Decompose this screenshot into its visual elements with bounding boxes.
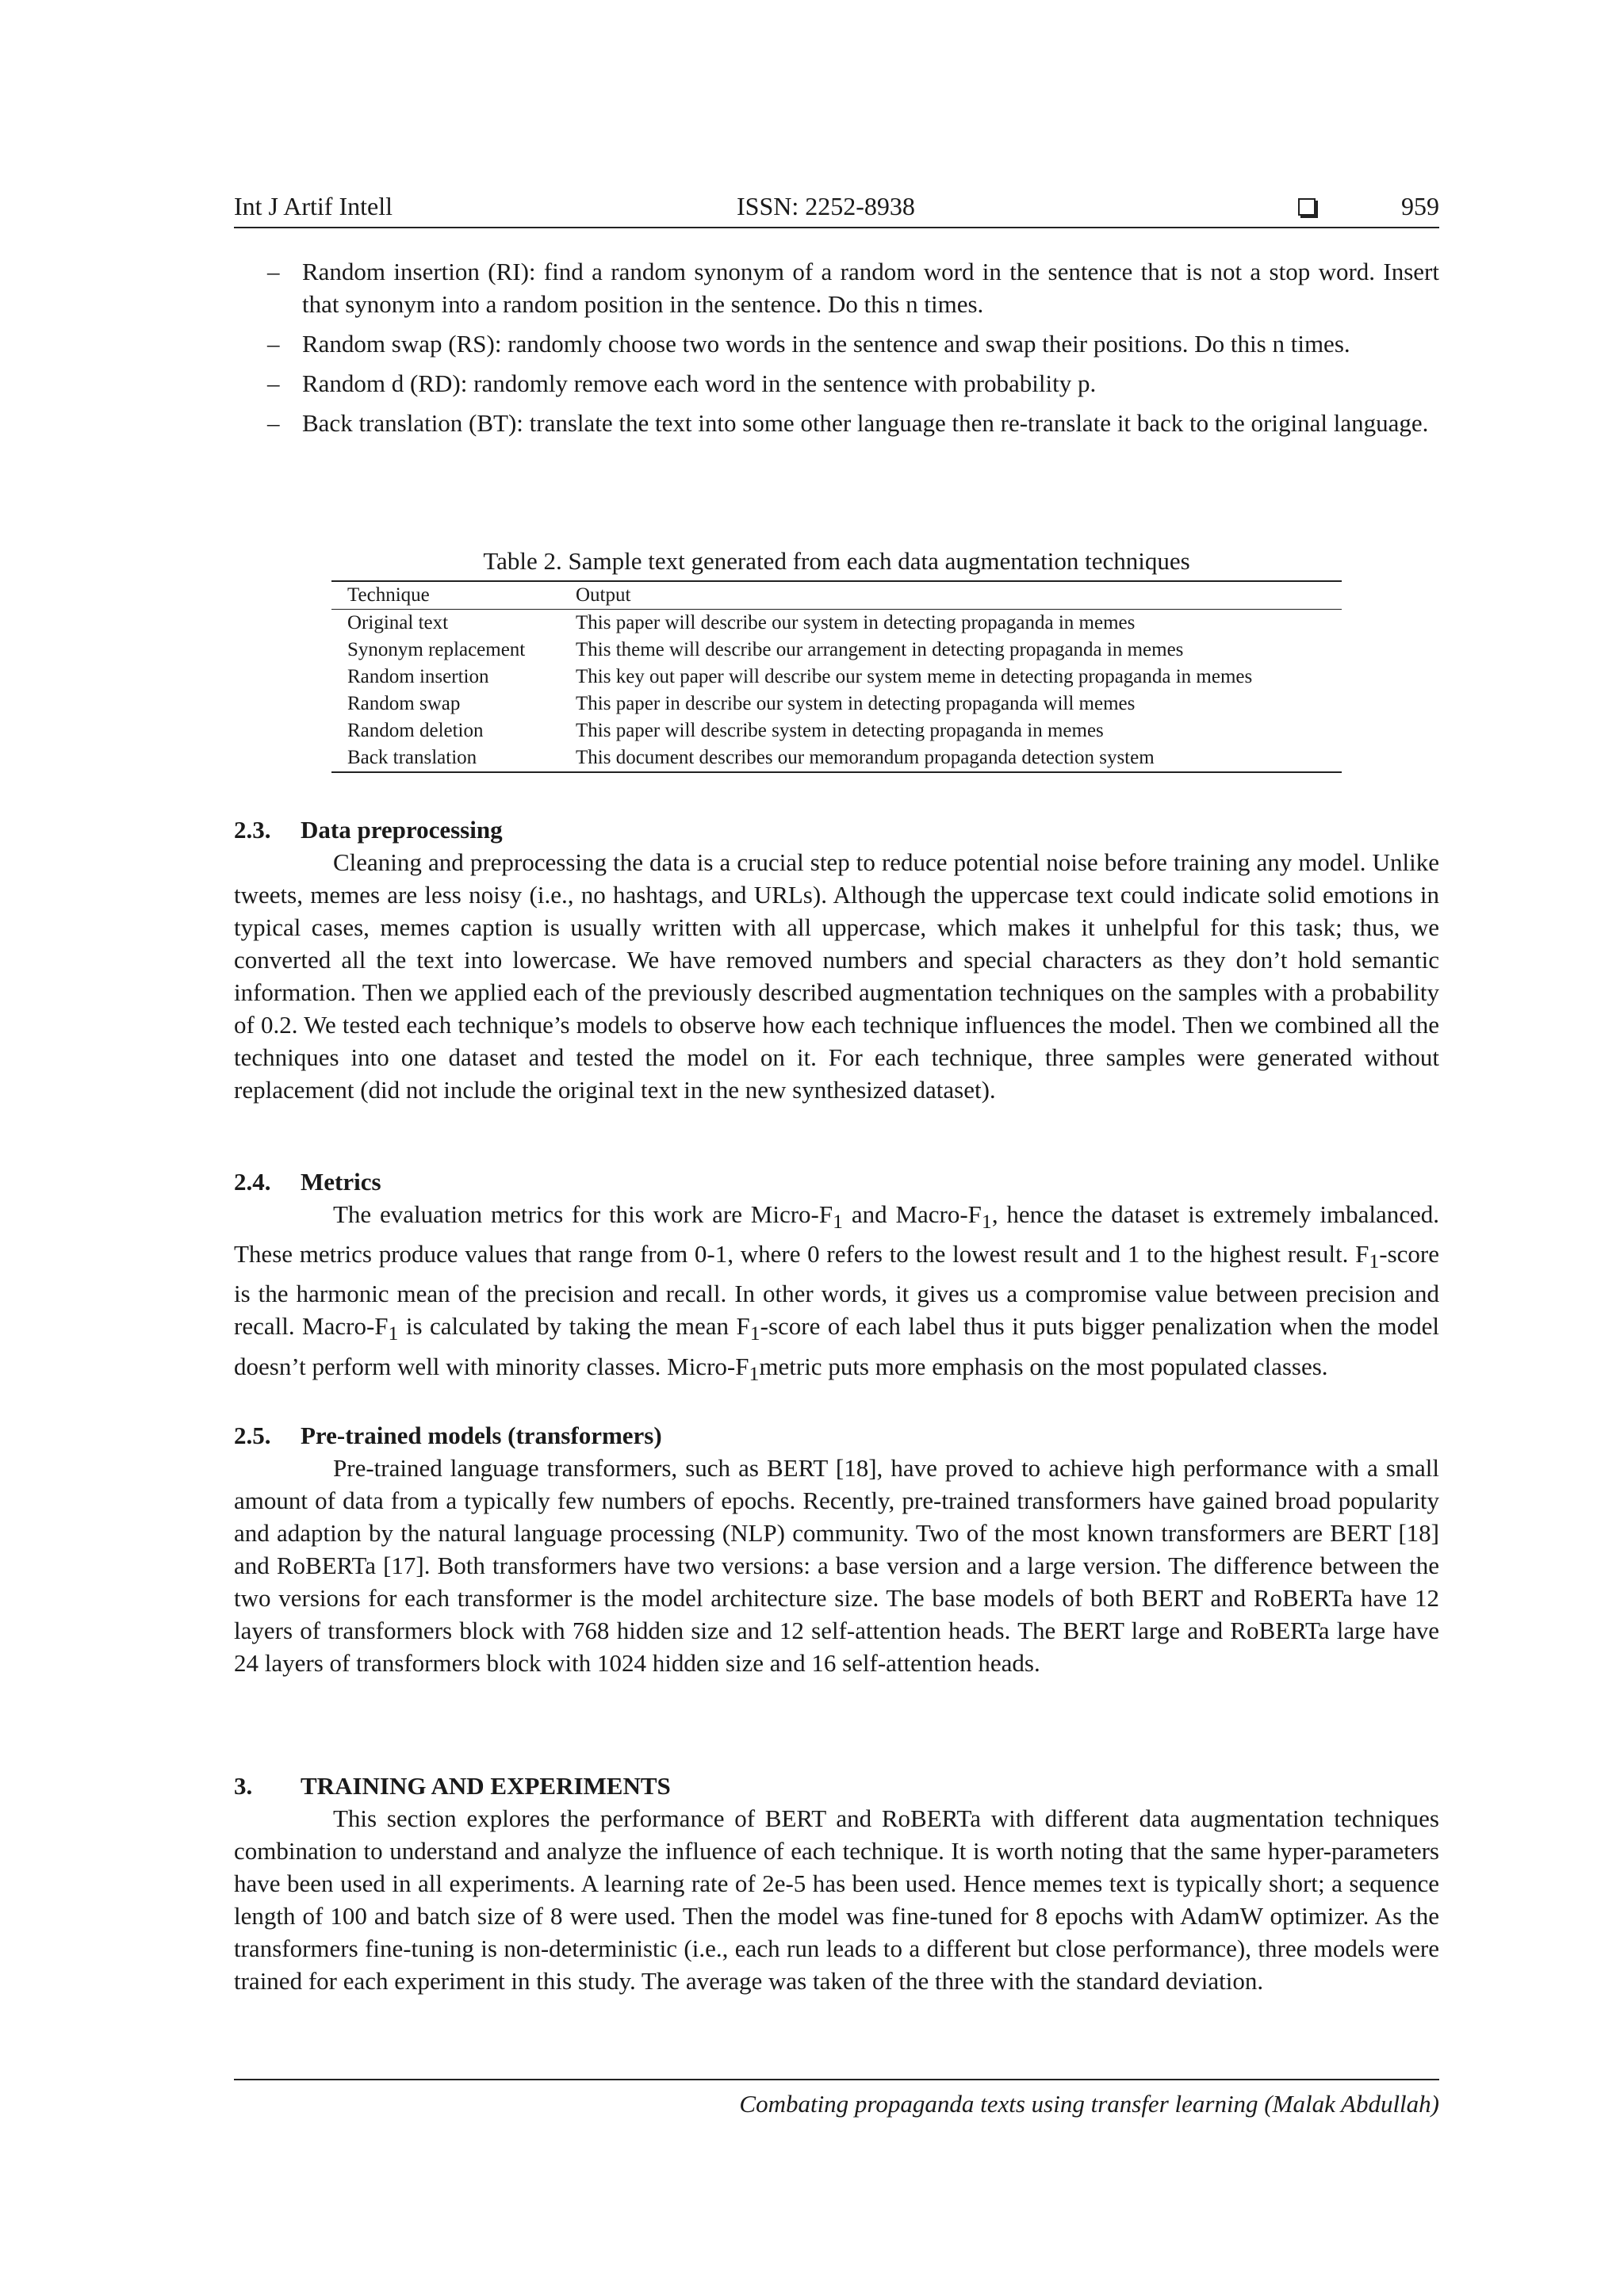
paragraph: Pre-trained language transformers, such as BERT [18], have proved to achieve high performance with a small amount of data from a typically few numbers of epochs. Recently, pre-trained transformers have gained broad popularity and adaption by the natural language processing (NLP) community. Two of the most known transformers are BERT [18] and RoBERTa [17]. Both transformers have two versions: a base version and a large version. The difference between the two versions for each transformer is the model architecture size. The base models of both BERT and RoBERTa have 12 layers of transformers block with 768 hidden size and 12 self-attention heads. The BERT large and RoBERTa large have 24 layers of transformers block with 1024 hidden size and 16 self-attention heads. <box>234 1454 1439 1677</box>
section-data-preprocessing <box>234 813 1439 1106</box>
paragraph: The evaluation metrics for this work are Micro-$F_1$ and Macro-$F_1$, hence the dataset is extremely imbalanced. These metrics produce values that range from 0-1, where 0 refers to the lowest result and 1 to the highest result. $F_1$-score is the harmonic mean of the precision and recall. In other words, it gives us a compromise value between precision and recall. Macro-$F_1$ is calculated by taking the mean $F_1$-score of each label thus it puts bigger penalization when the model doesn’t perform well with minority classes. Micro-$F_1metric$ puts more emphasis on the most populated classes. <box>234 1200 1440 1385</box>
dash-icon: – <box>267 330 280 358</box>
column-header: Technique <box>347 584 430 606</box>
page-number: 959 <box>1401 192 1439 220</box>
table-row: Back translation This document describes our memorandum propaganda detection system <box>331 744 1342 772</box>
table-header-row <box>331 581 1342 610</box>
paragraph: This section explores the performance of BERT and RoBERTa with different data augmentation techniques combination to understand and analyze the influence of each technique. It is worth noting that the same hyper-parameters have been used in all experiments. A learning rate of 2e-5 has been used. Hence memes text is typically short; a sequence length of 100 and batch size of 8 were used. Then the model was fine-tuned for 8 epochs with AdamW optimizer. As the transformers fine-tuning is non-deterministic (i.e., each run leads to a different but close performance), three models were trained for each experiment in this study. The average was taken of the three with the standard deviation. <box>234 1804 1439 1995</box>
list-item: – Random d (RD): randomly remove each word in the sentence with probability p. <box>234 367 1439 400</box>
running-footer: Combating propaganda texts using transfer learning (Malak Abdullah) <box>234 2079 1439 2118</box>
table-caption: Table 2. Sample text generated from each data augmentation techniques <box>483 547 1190 575</box>
augmentation-list <box>234 255 1439 446</box>
dash-icon: – <box>267 369 280 397</box>
paragraph: Cleaning and preprocessing the data is a crucial step to reduce potential noise before training any model. Unlike tweets, memes are less noisy (i.e., no hashtags, and URLs). Although the uppercase text could indicate solid emotions in typical cases, memes caption is usually written with all uppercase, which makes it unhelpful for this task; thus, we converted all the text into lowercase. We have removed numbers and special characters as they don’t hold semantic information. Then we applied each of the previously described augmentation techniques on the samples with a probability of 0.2. We tested each technique’s models to observe how each technique influences the model. Then we combined all the techniques into one dataset and tested the model on it. For each technique, three samples were generated without replacement (did not include the original text in the new synthesized dataset). <box>234 848 1439 1104</box>
running-header <box>234 192 1439 228</box>
section-heading: 2.4. Metrics <box>234 1168 381 1196</box>
list-item: – Random swap (RS): randomly choose two words in the sentence and swap their positions. Do this n times. <box>234 327 1439 360</box>
dash-icon: – <box>267 409 280 437</box>
section-heading: 2.3. Data preprocessing <box>234 816 503 844</box>
journal-name: Int J Artif Intell <box>234 192 393 220</box>
table-row: Random swap This paper in describe our system in detecting propaganda will memes <box>347 693 1136 714</box>
augmentation-table <box>331 580 1342 773</box>
section-heading: 2.5. Pre-trained models (transformers) <box>234 1422 662 1449</box>
list-item: – Back translation (BT): translate the text into some other language then re-translate it back to the original language. <box>234 407 1439 439</box>
section-pretrained-models <box>234 1419 1439 1679</box>
dash-icon: – <box>267 258 280 285</box>
table-row: Synonym replacement This theme will describe our arrangement in detecting propaganda in memes <box>347 639 1184 660</box>
section-metrics <box>234 1165 1439 1390</box>
section-heading: 3. TRAINING AND EXPERIMENTS <box>234 1772 671 1800</box>
column-header: Output <box>576 584 631 606</box>
table-row: Original text This paper will describe our system in detecting propaganda in memes <box>347 612 1136 633</box>
section-training-experiments <box>234 1770 1439 1997</box>
issn: ISSN: 2252-8938 <box>737 192 915 220</box>
table-row: Random deletion This paper will describe system in detecting propaganda in memes <box>347 720 1104 741</box>
list-item: – Random insertion (RI): find a random synonym of a random word in the sentence that is not a stop word. Insert that synonym into a random position in the sentence. Do this n times. <box>234 255 1439 320</box>
table-row: Random insertion This key out paper will describe our system meme in detecting propaganda in memes <box>347 666 1253 687</box>
box-icon <box>1298 198 1316 216</box>
